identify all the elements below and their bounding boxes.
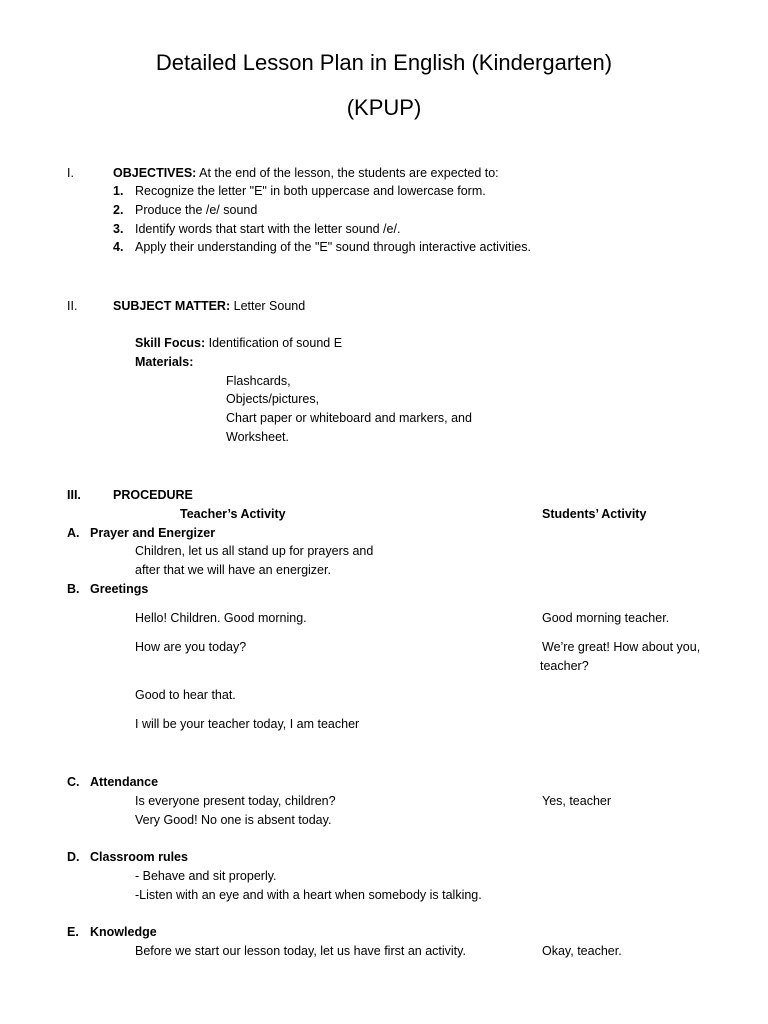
subject-matter-heading — [113, 300, 305, 313]
objective-number-1: 1. — [113, 184, 124, 198]
material-item: Objects/pictures, — [226, 392, 320, 406]
objective-text-3: Identify words that start with the letter sound /e/. — [135, 222, 401, 236]
objectives-numeral: I. — [67, 166, 74, 180]
skill-focus-value: Identification of sound E — [205, 336, 343, 350]
student-line: teacher? — [540, 659, 589, 673]
section-a-letter: A. — [67, 526, 80, 540]
document-subtitle: (KPUP) — [346, 95, 422, 120]
teacher-activity-header: Teacher’s Activity — [180, 507, 286, 521]
section-a-title: Prayer and Energizer — [90, 526, 216, 540]
rule-line: - Behave and sit properly. — [135, 869, 277, 883]
objective-text-1: Recognize the letter "E" in both uppercase and lowercase form. — [135, 184, 486, 198]
student-line: We’re great! How about you, — [542, 640, 701, 654]
objectives-label: OBJECTIVES: — [113, 166, 197, 180]
material-item: Worksheet. — [226, 430, 289, 444]
teacher-line: Very Good! No one is absent today. — [135, 813, 332, 827]
student-line: Good morning teacher. — [542, 611, 670, 625]
objective-text-4: Apply their understanding of the "E" sound through interactive activities. — [135, 240, 531, 254]
teacher-line: after that we will have an energizer. — [135, 563, 331, 577]
materials-label: Materials: — [135, 355, 194, 369]
objectives-heading — [113, 167, 499, 180]
objective-number-4: 4. — [113, 240, 124, 254]
procedure-numeral: III. — [67, 488, 81, 502]
teacher-line: Children, let us all stand up for prayers and — [135, 544, 374, 558]
material-item: Flashcards, — [226, 374, 291, 388]
students-activity-header: Students’ Activity — [542, 507, 647, 521]
material-item: Chart paper or whiteboard and markers, and — [226, 411, 472, 425]
objective-text-2: Produce the /e/ sound — [135, 203, 258, 217]
subject-matter-value: Letter Sound — [230, 299, 306, 313]
rule-line: -Listen with an eye and with a heart when somebody is talking. — [135, 888, 482, 902]
skill-focus-label: Skill Focus: — [135, 336, 206, 350]
objective-number-3: 3. — [113, 222, 124, 236]
objective-number-2: 2. — [113, 203, 124, 217]
section-b-title: Greetings — [90, 582, 149, 596]
subject-matter-numeral: II. — [67, 299, 78, 313]
procedure-heading: PROCEDURE — [113, 488, 193, 502]
objectives-intro: At the end of the lesson, the students are expected to: — [196, 166, 499, 180]
teacher-line: Good to hear that. — [135, 688, 236, 702]
student-line: Okay, teacher. — [542, 944, 622, 958]
section-e-letter: E. — [67, 925, 79, 939]
teacher-line: Hello! Children. Good morning. — [135, 611, 307, 625]
document-title: Detailed Lesson Plan in English (Kindergarten) — [155, 50, 613, 75]
section-b-letter: B. — [67, 582, 80, 596]
section-c-title: Attendance — [90, 775, 159, 789]
teacher-line: Before we start our lesson today, let us have first an activity. — [135, 944, 466, 958]
skill-focus — [135, 337, 342, 350]
section-d-title: Classroom rules — [90, 850, 188, 864]
section-d-letter: D. — [67, 850, 80, 864]
section-e-title: Knowledge — [90, 925, 157, 939]
teacher-line: How are you today? — [135, 640, 247, 654]
section-c-letter: C. — [67, 775, 80, 789]
student-line: Yes, teacher — [542, 794, 612, 808]
teacher-line: I will be your teacher today, I am teacher — [135, 717, 360, 731]
subject-matter-label: SUBJECT MATTER: — [113, 299, 231, 313]
teacher-line: Is everyone present today, children? — [135, 794, 336, 808]
